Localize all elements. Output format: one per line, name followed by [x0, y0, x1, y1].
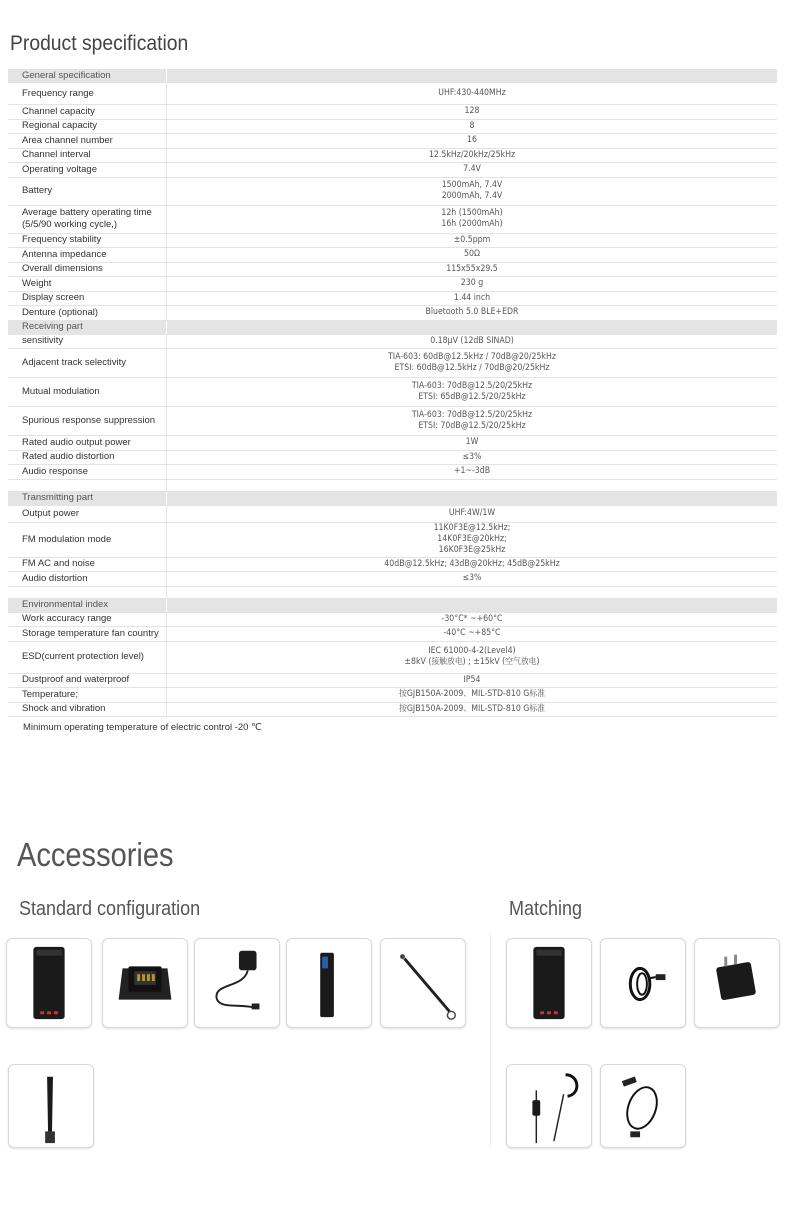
row-label [8, 613, 167, 627]
row-value [191, 307, 752, 318]
row-label-text: Frequency stability [22, 234, 102, 246]
row-label [8, 558, 167, 572]
row-label [8, 492, 167, 505]
row-label [8, 105, 167, 119]
row-value-text: 16K0F3E@25kHz [438, 545, 506, 555]
row-label-text: Mutual modulation [22, 386, 100, 397]
matching-title: Matching [509, 898, 583, 920]
row-value-text: 1500mAh, 7.4V [441, 180, 503, 190]
row-label [8, 688, 167, 702]
table-row [8, 149, 777, 164]
row-value [191, 164, 752, 175]
table-row [8, 105, 777, 120]
row-label [8, 120, 167, 134]
programming-cable-icon [600, 1064, 686, 1148]
row-value-text: UHF:4W/1W [448, 508, 496, 518]
table-row [8, 572, 777, 587]
row-value [191, 559, 752, 570]
row-value-text: 0.18μV (12dB SINAD) [430, 335, 514, 346]
table-row [8, 134, 777, 149]
row-value [191, 466, 752, 477]
table-row [8, 506, 777, 523]
row-value [191, 437, 752, 448]
row-value-text: 230 g [460, 278, 484, 289]
spacer-row [8, 480, 777, 492]
table-row [8, 627, 777, 642]
table-row [8, 349, 777, 378]
row-value-text: 50Ω [464, 249, 480, 260]
table-row [8, 436, 777, 451]
row-value [191, 646, 752, 668]
row-label-text: Regional capacity [22, 120, 97, 132]
row-label [8, 335, 167, 349]
row-value [191, 352, 752, 374]
row-value-text: 1W [465, 437, 479, 448]
row-value-text: 12.5kHz/20kHz/25kHz [428, 149, 516, 160]
row-value-text: ETSI: 65dB@12.5/20/25kHz [418, 392, 526, 402]
row-value-text: +1~-3dB [453, 466, 491, 477]
table-row [8, 703, 777, 718]
table-row [8, 407, 777, 436]
row-value [191, 106, 752, 117]
row-value [191, 264, 752, 275]
row-label [8, 292, 167, 306]
table-row [8, 292, 777, 307]
row-value [191, 689, 752, 700]
row-label-text: Channel interval [22, 149, 91, 161]
charger-dock-icon [102, 938, 188, 1028]
row-value-text: 8 [469, 120, 475, 131]
row-value-text: 1.44 inch [453, 292, 491, 303]
row-label-text: Rated audio distortion [22, 451, 115, 463]
row-label [8, 465, 167, 479]
battery-icon [6, 938, 92, 1028]
spacer-row [8, 587, 777, 599]
table-row [8, 306, 777, 321]
row-label [8, 69, 167, 82]
table-row [8, 378, 777, 407]
row-value [191, 410, 752, 432]
table-row [8, 465, 777, 480]
row-value [191, 675, 752, 686]
row-value-text: TIA-603: 70dB@12.5/20/25kHz [411, 381, 533, 391]
row-value-text: ≤3% [462, 573, 482, 584]
row-value-text: 16h (2000mAh) [441, 219, 503, 229]
table-row [8, 120, 777, 135]
row-value [191, 150, 752, 161]
row-label-text: General specification [22, 69, 111, 81]
row-label-text: Antenna impedance [22, 248, 107, 260]
row-label [8, 572, 167, 586]
table-row [8, 83, 777, 105]
row-value-text: 2000mAh, 7.4V [441, 191, 503, 201]
row-label [8, 703, 167, 717]
row-value-text: IP54 [463, 674, 481, 685]
row-label [8, 674, 167, 688]
row-label-text: Overall dimensions [22, 263, 103, 275]
row-label [8, 451, 167, 465]
matching-power-adapter-icon [694, 938, 780, 1028]
row-label-text: Output power [22, 507, 80, 519]
table-row [8, 277, 777, 292]
row-value-text: 按GJB150A-2009、MIL-STD-810 G标准 [399, 703, 545, 714]
row-label-text: Frequency range [22, 87, 94, 99]
row-value [191, 614, 752, 625]
row-value-text: 12h (1500mAh) [441, 208, 503, 218]
row-label-text: Battery [22, 185, 53, 196]
row-value [191, 523, 752, 556]
row-value-text: ±8kV (接触放电) ; ±15kV (空气放电) [404, 657, 540, 667]
row-value-text: TIA-603: 60dB@12.5kHz / 70dB@20/25kHz [388, 352, 556, 362]
table-row [8, 206, 777, 234]
row-label [8, 83, 167, 104]
row-value-text: IEC 61000-4-2(Level4) [428, 646, 516, 656]
row-label [8, 178, 167, 205]
row-label [8, 378, 167, 406]
row-label-text: Environmental index [22, 599, 109, 610]
section-header [8, 69, 777, 83]
row-label-text: Work accuracy range [22, 613, 112, 625]
row-label [8, 436, 167, 450]
row-label [8, 234, 167, 248]
row-label [8, 321, 167, 334]
row-value [191, 381, 752, 403]
earpiece-icon [506, 1064, 592, 1148]
row-label-text: Operating voltage [22, 163, 97, 175]
row-value [191, 628, 752, 639]
row-value-text: 按GJB150A-2009、MIL-STD-810 G标准 [399, 689, 545, 700]
row-label [8, 248, 167, 262]
row-value [191, 249, 752, 260]
row-label-text-2: (5/5/90 working cycle,) [22, 219, 118, 230]
row-label-text: Audio response [22, 465, 89, 477]
row-label-text: FM modulation mode [22, 533, 112, 545]
row-value-text: -30°C* ~+60°C [441, 613, 503, 624]
row-label [8, 407, 167, 435]
row-label-text: Rated audio output power [22, 436, 131, 448]
row-value [191, 235, 752, 246]
row-value-text: 11K0F3E@12.5kHz; [433, 523, 511, 533]
row-value-text: ±0.5ppm [453, 234, 491, 245]
row-value-text: -40°C ~+85°C [443, 628, 501, 639]
row-value-text: Bluetooth 5.0 BLE+EDR [425, 307, 519, 318]
table-row [8, 248, 777, 263]
row-value-text: TIA-603: 70dB@12.5/20/25kHz [411, 410, 533, 420]
row-label [8, 506, 167, 522]
table-row [8, 234, 777, 249]
row-value [191, 180, 752, 202]
row-label-text: Receiving part [22, 321, 83, 332]
row-label-text: Denture (optional) [22, 306, 99, 318]
table-row [8, 558, 777, 573]
row-label-text: Area channel number [22, 134, 113, 146]
row-value [191, 208, 752, 230]
table-row [8, 163, 777, 178]
row-label-text: sensitivity [22, 335, 64, 347]
row-label-text: ESD(current protection level) [22, 651, 144, 662]
standard-configuration-title: Standard configuration [19, 898, 201, 920]
row-label-text: Adjacent track selectivity [22, 357, 127, 368]
usb-cable-icon [600, 938, 686, 1028]
table-row [8, 451, 777, 466]
row-value-text: ETSI: 60dB@12.5kHz / 70dB@20/25kHz [394, 363, 550, 373]
table-row [8, 674, 777, 689]
matching-battery-icon [506, 938, 592, 1028]
row-label-text: FM AC and noise [22, 558, 95, 570]
table-row [8, 688, 777, 703]
row-value [191, 508, 752, 519]
section-header [8, 492, 777, 506]
row-label-text: Spurious response suppression [22, 415, 156, 426]
row-value [191, 452, 752, 463]
row-label-text: Shock and vibration [22, 703, 106, 715]
page-title: Product specification [10, 32, 189, 55]
row-label [8, 587, 167, 598]
row-label-text: Temperature; [22, 688, 78, 700]
section-header [8, 321, 777, 335]
row-label [8, 480, 167, 491]
row-value [191, 135, 752, 146]
row-value-text: UHF:430-440MHz [438, 88, 506, 98]
row-value [191, 121, 752, 132]
row-label [8, 277, 167, 291]
row-label-text: Audio distortion [22, 572, 88, 584]
row-value [191, 88, 752, 99]
row-value [191, 293, 752, 304]
row-label [8, 627, 167, 641]
row-label [8, 349, 167, 377]
footnote: Minimum operating temperature of electric control -20 ℃ [23, 722, 262, 733]
row-label-text: Weight [22, 277, 52, 289]
row-label [8, 306, 167, 320]
row-value [191, 704, 752, 715]
row-label-text: Average battery operating time [22, 207, 152, 218]
row-label-text: Display screen [22, 292, 85, 304]
row-label-text: Channel capacity [22, 105, 95, 117]
row-value-text: ≤3% [462, 451, 482, 462]
table-row [8, 613, 777, 628]
row-value [191, 278, 752, 289]
row-label [8, 134, 167, 148]
row-label [8, 642, 167, 673]
accessories-title: Accessories [17, 836, 174, 873]
row-label-text: Dustproof and waterproof [22, 674, 130, 686]
row-value-text: 128 [464, 106, 480, 117]
row-value-text: 16 [467, 135, 477, 146]
row-value-text: 115x55x29.5 [446, 263, 498, 274]
table-row [8, 642, 777, 674]
row-value-text: 40dB@12.5kHz; 43dB@20kHz; 45dB@25kHz [384, 558, 560, 569]
power-adapter-icon [194, 938, 280, 1028]
row-label-text: Storage temperature fan country [22, 627, 159, 639]
row-label [8, 163, 167, 177]
belt-clip-icon [286, 938, 372, 1028]
antenna-icon [8, 1064, 94, 1148]
row-value-text: 14K0F3E@20kHz; [437, 534, 507, 544]
row-label [8, 206, 167, 233]
row-label [8, 149, 167, 163]
row-value-text: ETSI: 70dB@12.5/20/25kHz [418, 421, 526, 431]
row-label [8, 263, 167, 277]
table-row [8, 178, 777, 206]
row-value [191, 336, 752, 347]
spec-table [8, 69, 777, 717]
row-label [8, 599, 167, 612]
table-row [8, 335, 777, 350]
section-header [8, 599, 777, 613]
table-row [8, 523, 777, 558]
row-label-text: Transmitting part [22, 492, 93, 503]
table-row [8, 263, 777, 278]
row-label [8, 523, 167, 557]
lanyard-icon [380, 938, 466, 1028]
row-value-text: 7.4V [463, 164, 481, 175]
row-value [191, 573, 752, 584]
